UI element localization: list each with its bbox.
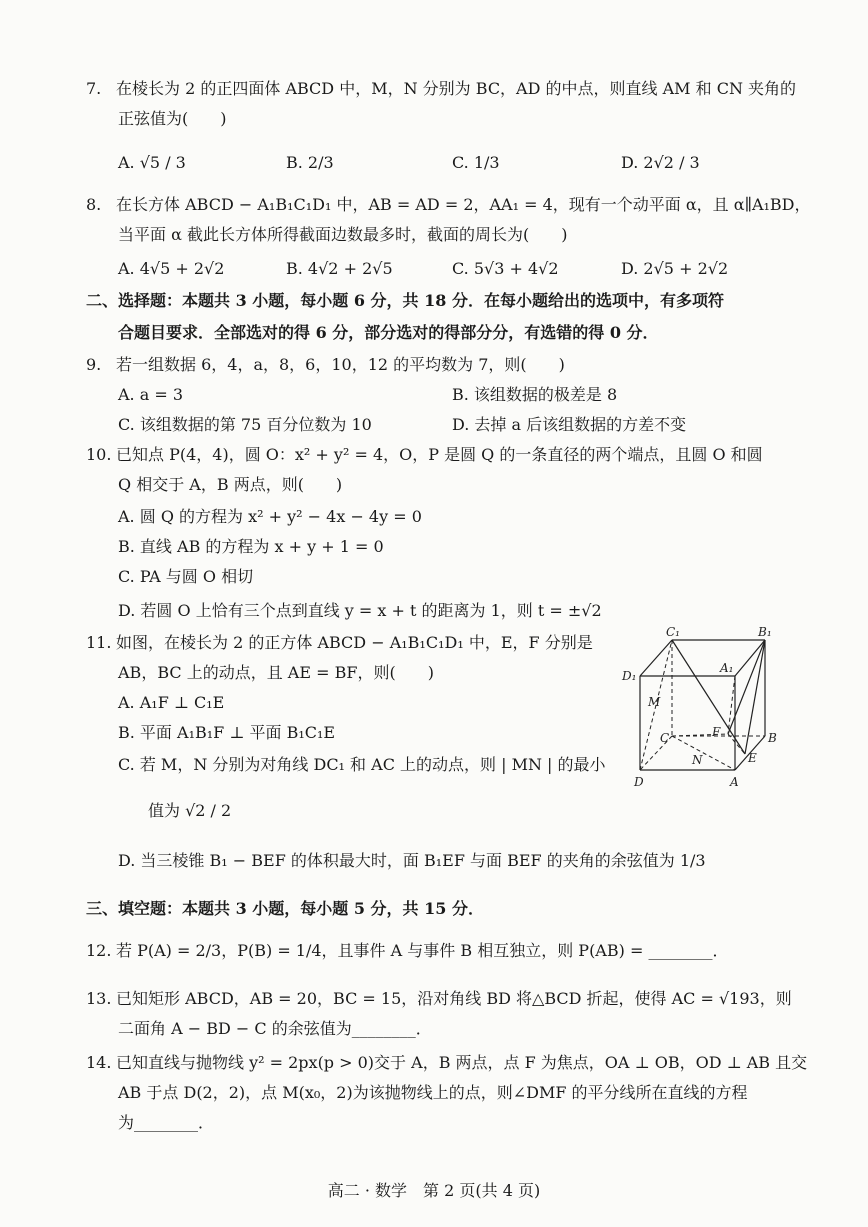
question-8 xyxy=(86,190,811,220)
option-c: C. 1/3 xyxy=(452,153,500,172)
option-b: B. 2/3 xyxy=(286,153,334,172)
question-8-options xyxy=(118,254,818,284)
question-number: 10. xyxy=(86,445,112,464)
option-c: C. 该组数据的第 75 百分位数为 10 xyxy=(118,415,372,434)
option-b: B. 平面 A₁B₁F ⊥ 平面 B₁C₁E xyxy=(118,723,336,742)
option-a: A. √5 / 3 xyxy=(118,153,186,172)
question-stem: 已知点 P(4，4)，圆 O：x² + y² = 4，O，P 是圆 Q 的一条直径的两个端点，且圆 O 和圆 xyxy=(116,445,763,464)
label-m: M xyxy=(648,695,661,709)
option-b: B. 4√2 + 2√5 xyxy=(286,259,393,278)
label-c1: C₁ xyxy=(666,625,680,639)
question-9 xyxy=(86,350,565,380)
question-number: 8. xyxy=(86,195,102,214)
question-number: 11. xyxy=(86,633,112,652)
question-stem: 在棱长为 2 的正四面体 ABCD 中，M，N 分别为 BC，AD 的中点，则直线 AM 和 CN 夹角的 xyxy=(116,79,797,98)
question-14-stem-cont: AB 于点 D(2，2)，点 M(x₀，2)为该抛物线上的点，则∠DMF 的平分线所在直线的方程 xyxy=(118,1083,748,1102)
question-7-options xyxy=(118,148,818,178)
question-stem: 若一组数据 6，4，a，8，6，10，12 的平均数为 7，则( ) xyxy=(116,355,565,374)
question-13-stem-cont: 二面角 A − BD − C 的余弦值为________． xyxy=(118,1019,432,1038)
label-a: A xyxy=(730,775,739,789)
question-stem: 已知矩形 ABCD，AB = 20，BC = 15，沿对角线 BD 将△BCD 折起，使得 AC = √193，则 xyxy=(116,989,792,1008)
label-c: C xyxy=(660,731,670,745)
option-a: A. 圆 Q 的方程为 x² + y² − 4x − 4y = 0 xyxy=(118,507,422,526)
question-number: 14. xyxy=(86,1053,112,1072)
label-d: D xyxy=(634,775,644,789)
option-d: D. 当三棱锥 B₁ − BEF 的体积最大时，面 B₁EF 与面 BEF 的夹角的余弦值为 1/3 xyxy=(118,851,706,870)
question-11 xyxy=(86,628,593,658)
question-number: 9. xyxy=(86,355,102,374)
option-c-cont: 值为 √2 / 2 xyxy=(148,801,232,820)
question-7 xyxy=(86,74,796,104)
label-f: F xyxy=(712,725,721,739)
question-stem: 如图，在棱长为 2 的正方体 ABCD − A₁B₁C₁D₁ 中，E，F 分别是 xyxy=(116,633,593,652)
option-d: D. 2√5 + 2√2 xyxy=(621,259,729,278)
cube-figure xyxy=(620,624,790,794)
question-10 xyxy=(86,440,763,470)
option-a: A. a = 3 xyxy=(118,385,184,404)
question-7-stem-cont: 正弦值为( ) xyxy=(118,109,227,128)
question-stem: 在长方体 ABCD − A₁B₁C₁D₁ 中，AB = AD = 2，AA₁ = 4，现有一个动平面 α，且 α∥A₁BD， xyxy=(116,195,811,214)
question-stem: 若 P(A) = 2/3，P(B) = 1/4，且事件 A 与事件 B 相互独立，则 P(AB) = ________． xyxy=(116,941,729,960)
label-n: N xyxy=(692,753,703,767)
question-10-stem-cont: Q 相交于 A，B 两点，则( ) xyxy=(118,475,343,494)
label-d1: D₁ xyxy=(622,669,637,683)
option-d: D. 若圆 O 上恰有三个点到直线 y = x + t 的距离为 1，则 t = ±√2 xyxy=(118,601,602,620)
question-14-stem-cont-2: 为________． xyxy=(118,1113,215,1132)
question-number: 7. xyxy=(86,79,102,98)
label-e: E xyxy=(748,751,757,765)
option-d: D. 2√2 / 3 xyxy=(621,153,700,172)
question-number: 12. xyxy=(86,941,112,960)
option-d: D. 去掉 a 后该组数据的方差不变 xyxy=(452,415,687,434)
question-stem: 已知直线与抛物线 y² = 2px(p > 0)交于 A，B 两点，点 F 为焦点，OA ⊥ OB，OD ⊥ AB 且交 xyxy=(116,1053,808,1072)
option-b: B. 直线 AB 的方程为 x + y + 1 = 0 xyxy=(118,537,384,556)
option-c: C. 5√3 + 4√2 xyxy=(452,259,559,278)
page-footer: 高二 · 数学 第 2 页(共 4 页) xyxy=(327,1181,541,1200)
option-a: A. 4√5 + 2√2 xyxy=(118,259,225,278)
question-9-options-row1 xyxy=(118,380,818,410)
question-9-options-row2 xyxy=(118,410,818,440)
option-c: C. 若 M，N 分别为对角线 DC₁ 和 AC 上的动点，则 | MN | 的最小 xyxy=(118,755,606,774)
section-3-header: 三、填空题：本题共 3 小题，每小题 5 分，共 15 分． xyxy=(86,899,484,918)
section-2-header-cont: 合题目要求．全部选对的得 6 分，部分选对的得部分分，有选错的得 0 分． xyxy=(118,323,659,342)
option-a: A. A₁F ⊥ C₁E xyxy=(118,693,225,712)
option-c: C. PA 与圆 O 相切 xyxy=(118,567,254,586)
question-13 xyxy=(86,984,792,1014)
question-14 xyxy=(86,1048,807,1078)
section-2-header: 二、选择题：本题共 3 小题，每小题 6 分，共 18 分．在每小题给出的选项中，有多项符 xyxy=(86,291,724,310)
label-b1: B₁ xyxy=(758,625,772,639)
question-12 xyxy=(86,936,728,966)
label-a1: A₁ xyxy=(720,661,734,675)
question-11-stem-cont: AB，BC 上的动点，且 AE = BF，则( ) xyxy=(118,663,434,682)
question-number: 13. xyxy=(86,989,112,1008)
question-8-stem-cont: 当平面 α 截此长方体所得截面边数最多时，截面的周长为( ) xyxy=(118,225,568,244)
option-b: B. 该组数据的极差是 8 xyxy=(452,385,618,404)
label-b: B xyxy=(768,731,777,745)
